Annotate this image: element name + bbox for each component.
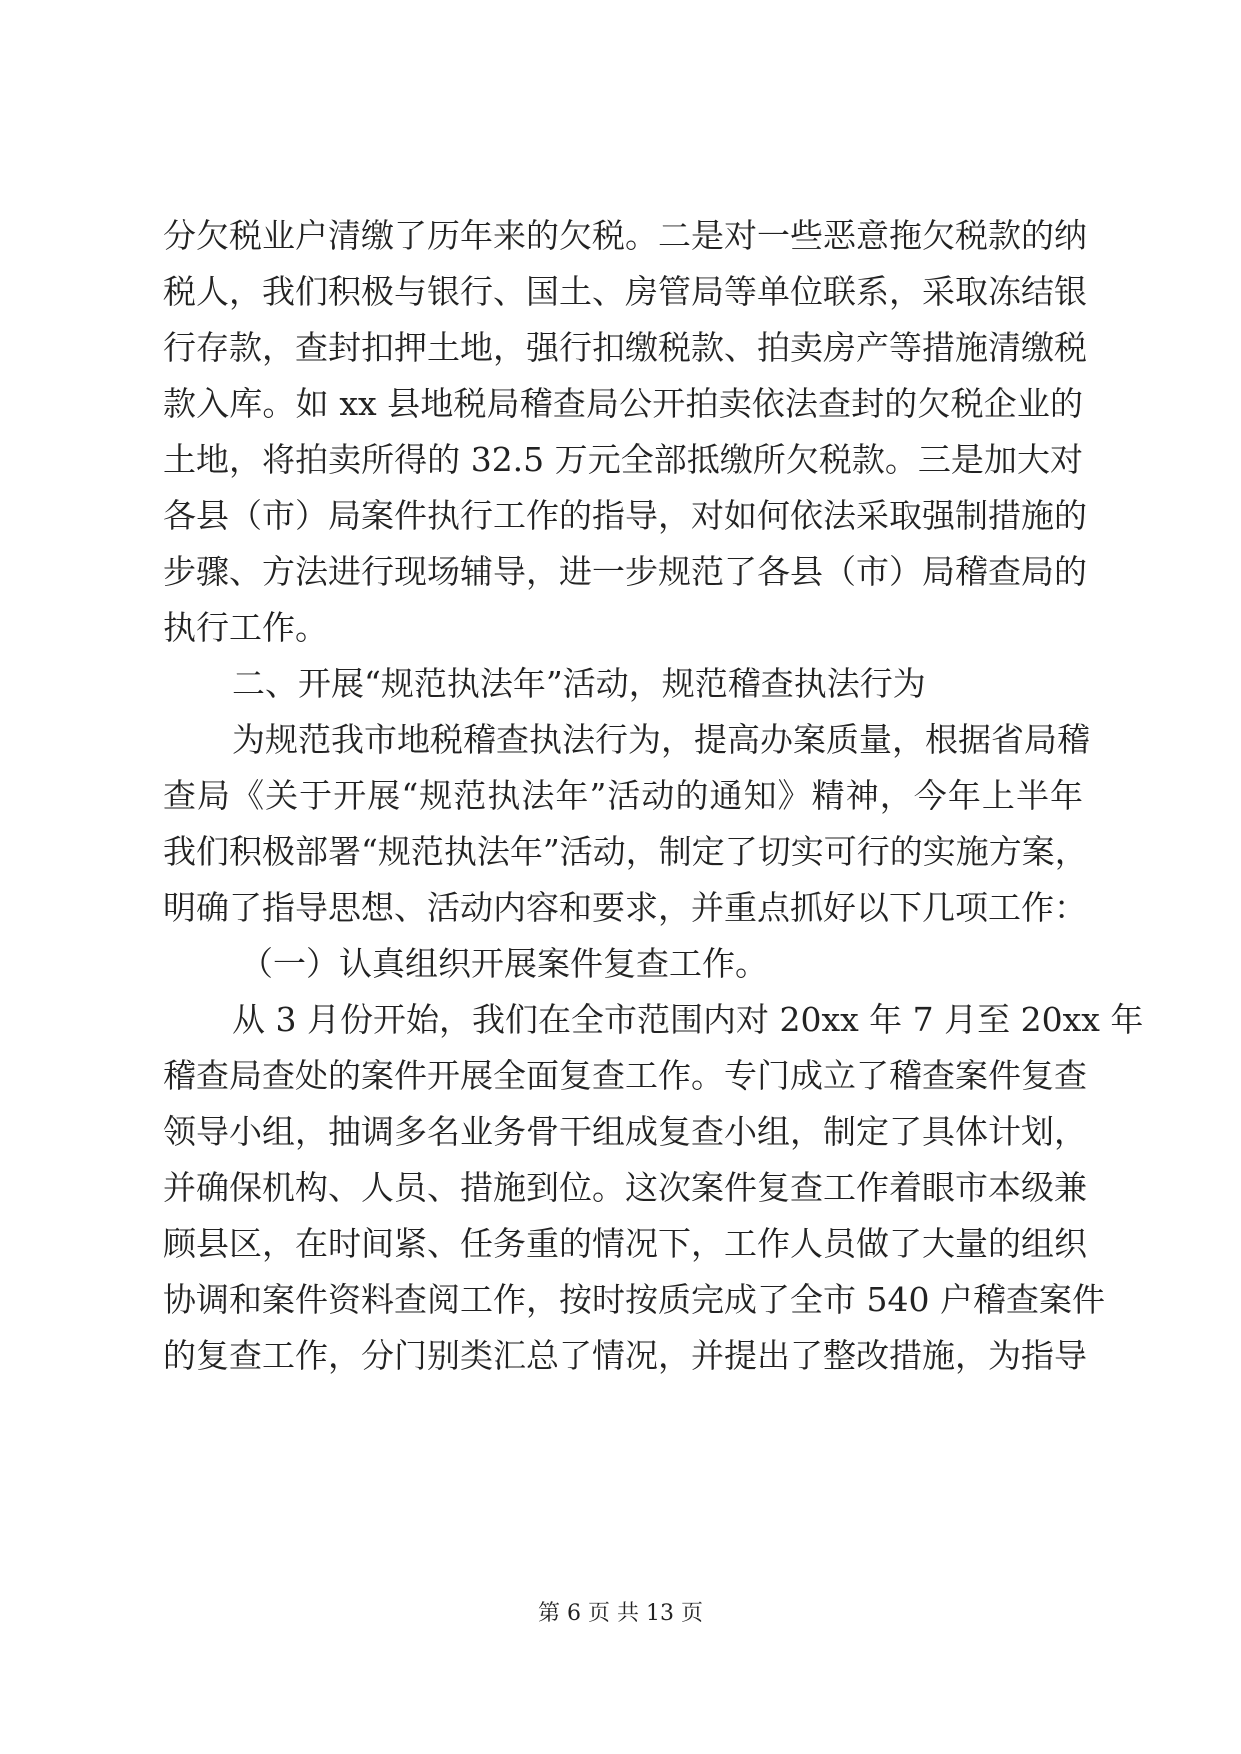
section-heading: 二、开展“规范执法年”活动，规范稽查执法行为 [232,664,926,703]
text-line-19: 顾县区，在时间紧、任务重的情况下，工作人员做了大量的组织 [163,1224,1087,1263]
text-line-1: 分欠税业户清缴了历年来的欠税。二是对一些恶意拖欠税款的纳 [163,216,1087,255]
text-line-7: 步骤、方法进行现场辅导，进一步规范了各县（市）局稽查局的 [163,552,1087,591]
text-line-21: 的复查工作，分门别类汇总了情况，并提出了整改措施，为指导 [163,1336,1087,1375]
text-line-6: 各县（市）局案件执行工作的指导，对如何依法采取强制措施的 [163,496,1087,535]
page-footer: 第 6 页 共 13 页 [538,1601,703,1626]
text-line-20: 协调和案件资料查阅工作，按时按质完成了全市 540 户稽查案件 [163,1280,1105,1319]
text-line-8: 执行工作。 [163,608,328,647]
text-line-4: 款入库。如 xx 县地税局稽查局公开拍卖依法查封的欠税企业的 [163,384,1083,423]
text-line-5: 土地，将拍卖所得的 32.5 万元全部抵缴所欠税款。三是加大对 [163,440,1083,479]
text-line-3: 行存款，查封扣押土地，强行扣缴税款、拍卖房产等措施清缴税 [163,328,1087,367]
text-line-13: 明确了指导思想、活动内容和要求，并重点抓好以下几项工作： [163,888,1087,927]
text-line-10: 为规范我市地税稽查执法行为，提高办案质量，根据省局稽 [232,720,1090,759]
subsection-heading: （一）认真组织开展案件复查工作。 [240,944,768,983]
text-line-16: 稽查局查处的案件开展全面复查工作。专门成立了稽查案件复查 [163,1056,1087,1095]
text-line-18: 并确保机构、人员、措施到位。这次案件复查工作着眼市本级兼 [163,1168,1087,1207]
text-line-2: 税人，我们积极与银行、国土、房管局等单位联系，采取冻结银 [163,272,1087,311]
text-line-11: 查局《关于开展“规范执法年”活动的通知》精神，今年上半年 [163,776,1083,815]
text-line-17: 领导小组，抽调多名业务骨干组成复查小组，制定了具体计划， [163,1112,1087,1151]
text-line-15: 从 3 月份开始，我们在全市范围内对 20xx 年 7 月至 20xx 年 [232,1000,1144,1039]
text-line-12: 我们积极部署“规范执法年”活动，制定了切实可行的实施方案， [163,832,1088,871]
